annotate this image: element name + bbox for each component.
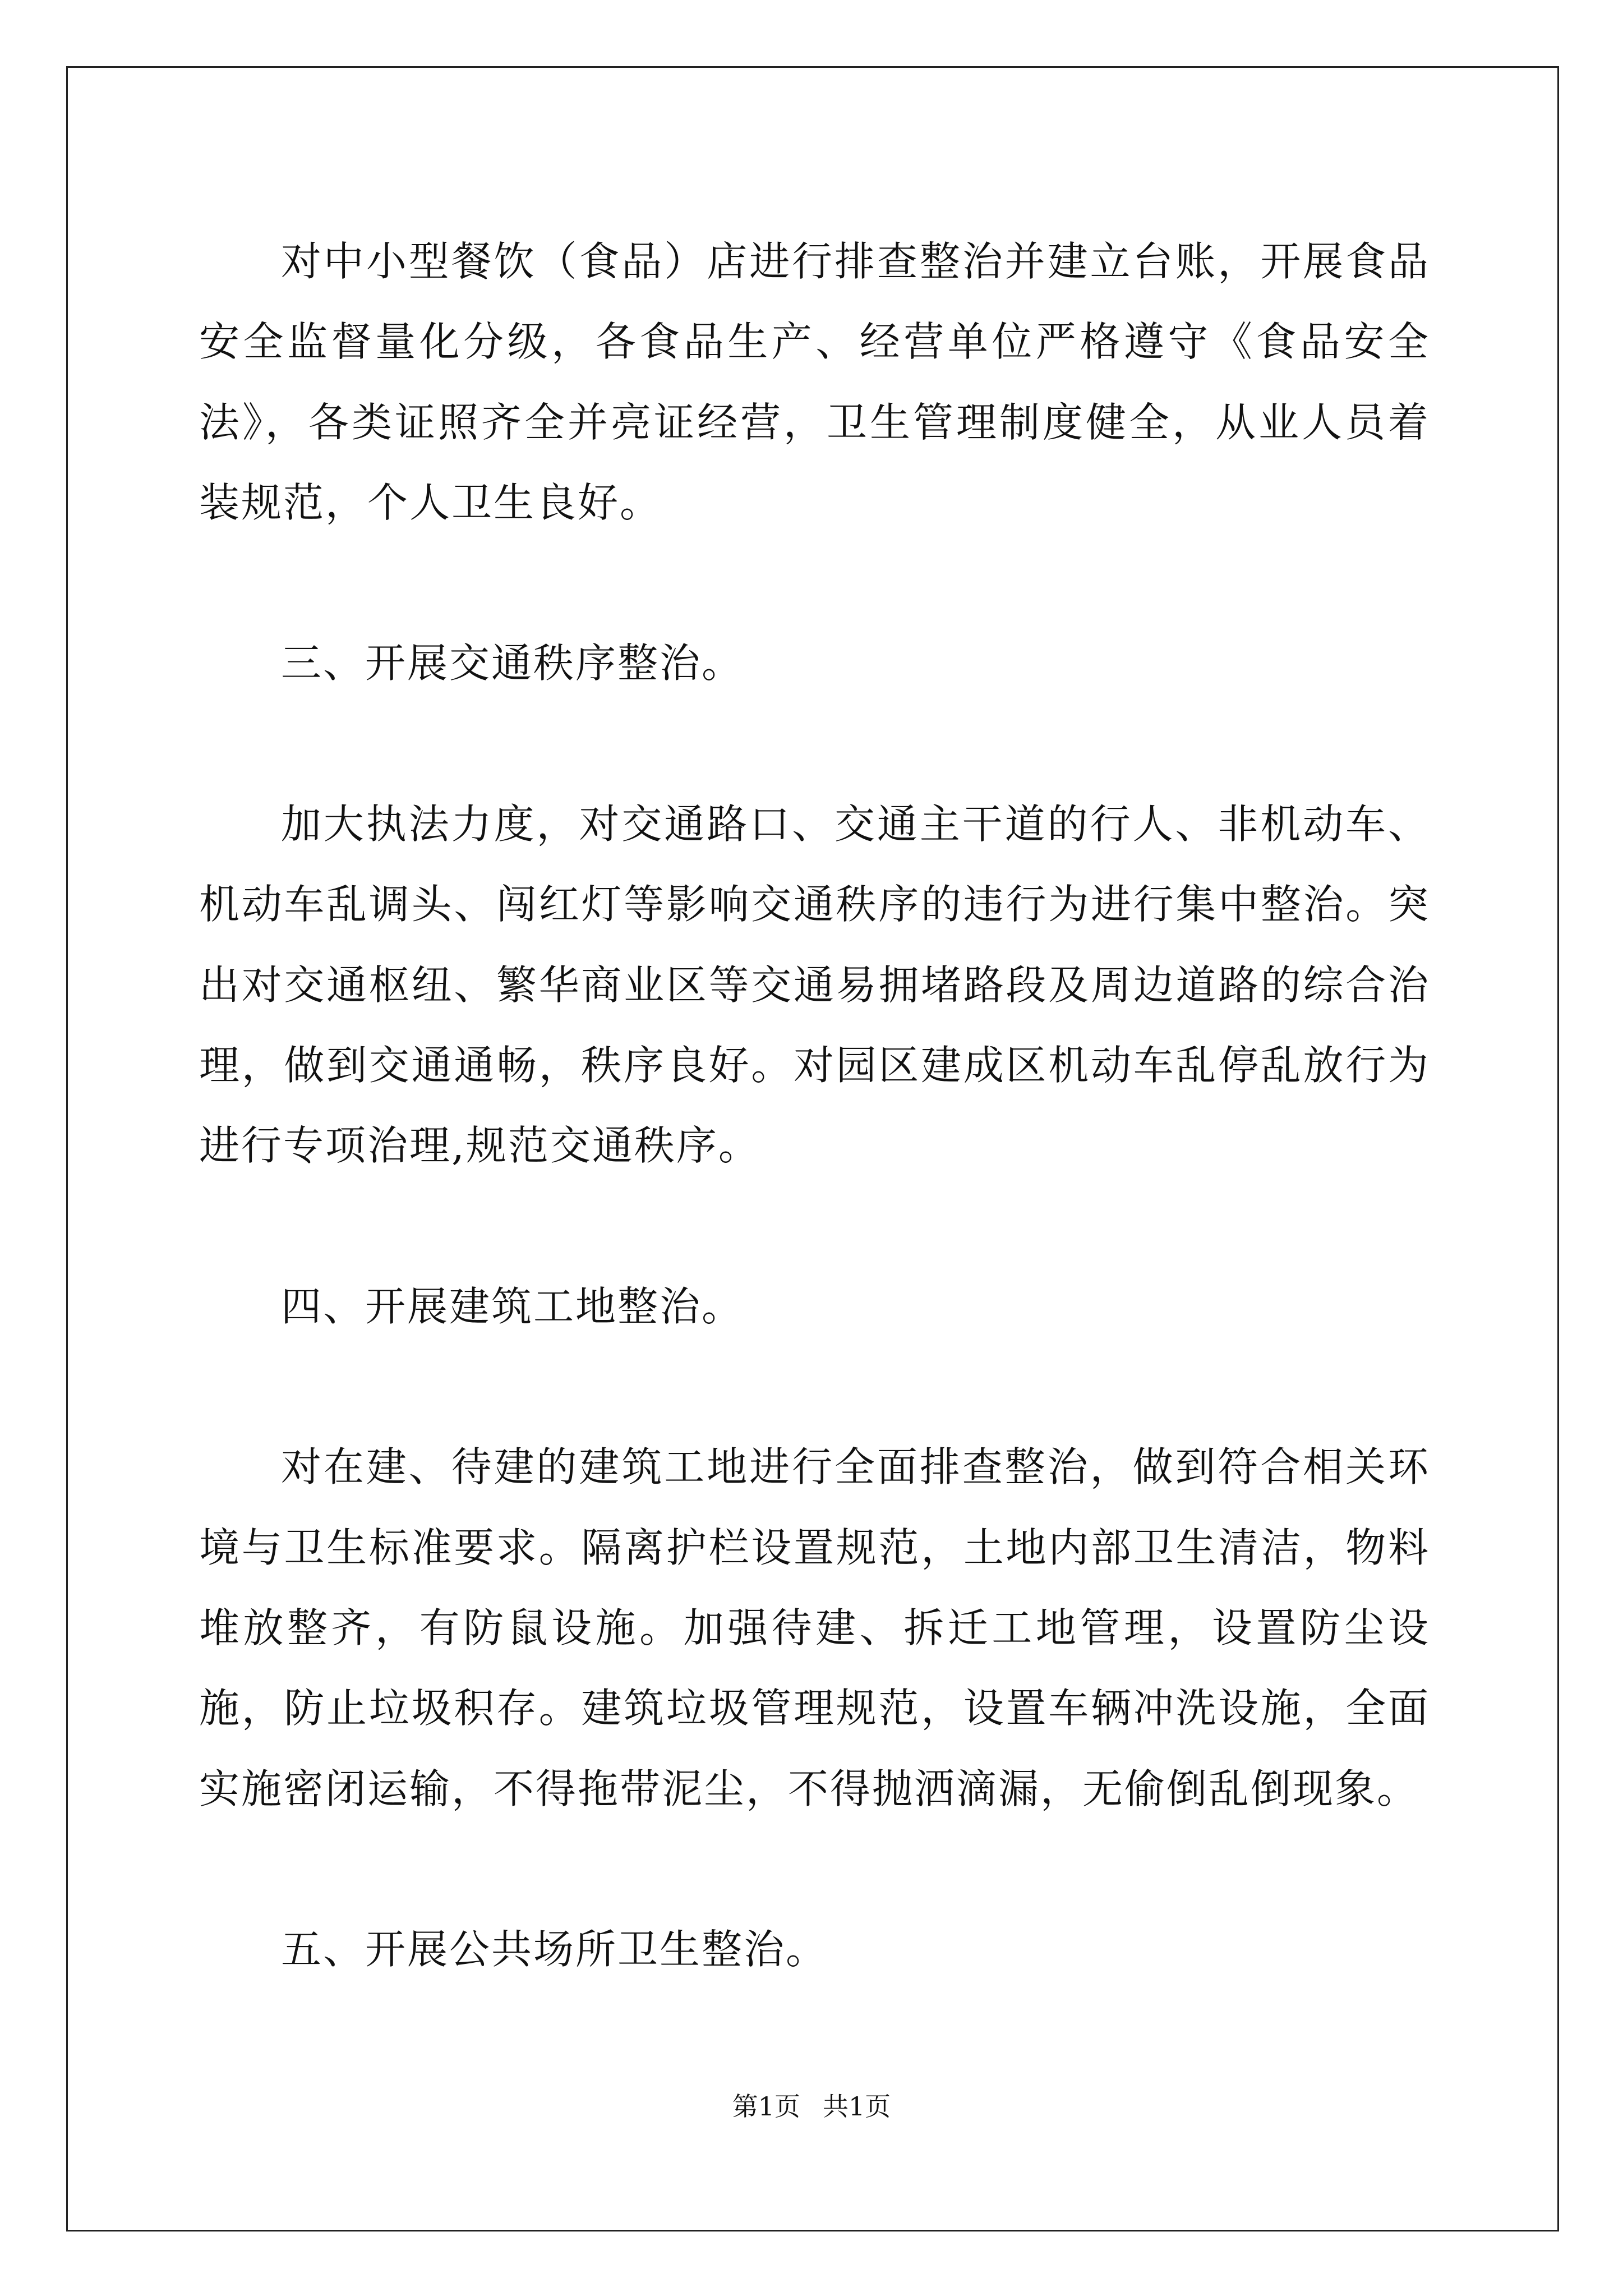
paragraph-construction-sites: 对在建、待建的建筑工地进行全面排查整治，做到符合相关环境与卫生标准要求。隔离护栏设置规范，土地内部卫生清洁，物料堆放整齐，有防鼠设施。加强待建、拆迁工地管理，设置防尘设施，防止垃圾积存。建筑垃圾管理规范，设置车辆冲洗设施，全面实施密闭运输，不得拖带泥尘，不得抛洒滴漏，无偷倒乱倒现象。 bbox=[199, 1443, 1430, 1812]
heading-construction-sites: 四、开展建筑工地整治。 bbox=[281, 1282, 744, 1330]
page-number: 第1页 bbox=[732, 2091, 800, 2122]
document-body bbox=[199, 222, 1430, 1990]
heading-public-places: 五、开展公共场所卫生整治。 bbox=[281, 1926, 828, 1973]
paragraph-traffic-order: 加大执法力度，对交通路口、交通主干道的行人、非机动车、机动车乱调头、闯红灯等影响交通秩序的违行为进行集中整治。突出对交通枢纽、繁华商业区等交通易拥堵路段及周边道路的综合治理，做到交通通畅，秩序良好。对园区建成区机动车乱停乱放行为进行专项治理,规范交通秩序。 bbox=[199, 800, 1430, 1170]
paragraph-spacer bbox=[199, 1829, 1430, 1910]
paragraph-spacer bbox=[199, 543, 1430, 623]
paragraph-spacer bbox=[199, 1186, 1430, 1267]
paragraph-spacer bbox=[199, 704, 1430, 784]
paragraph-spacer bbox=[199, 1347, 1430, 1427]
paragraph-food-safety: 对中小型餐饮（食品）店进行排查整治并建立台账，开展食品安全监督量化分级，各食品生产、经营单位严格遵守《食品安全法》，各类证照齐全并亮证经营，卫生管理制度健全，从业人员着装规范，个人卫生良好。 bbox=[199, 238, 1430, 526]
page-total: 共1页 bbox=[823, 2091, 891, 2122]
heading-traffic-order: 三、开展交通秩序整治。 bbox=[281, 639, 744, 687]
page-footer bbox=[0, 2090, 1623, 2123]
